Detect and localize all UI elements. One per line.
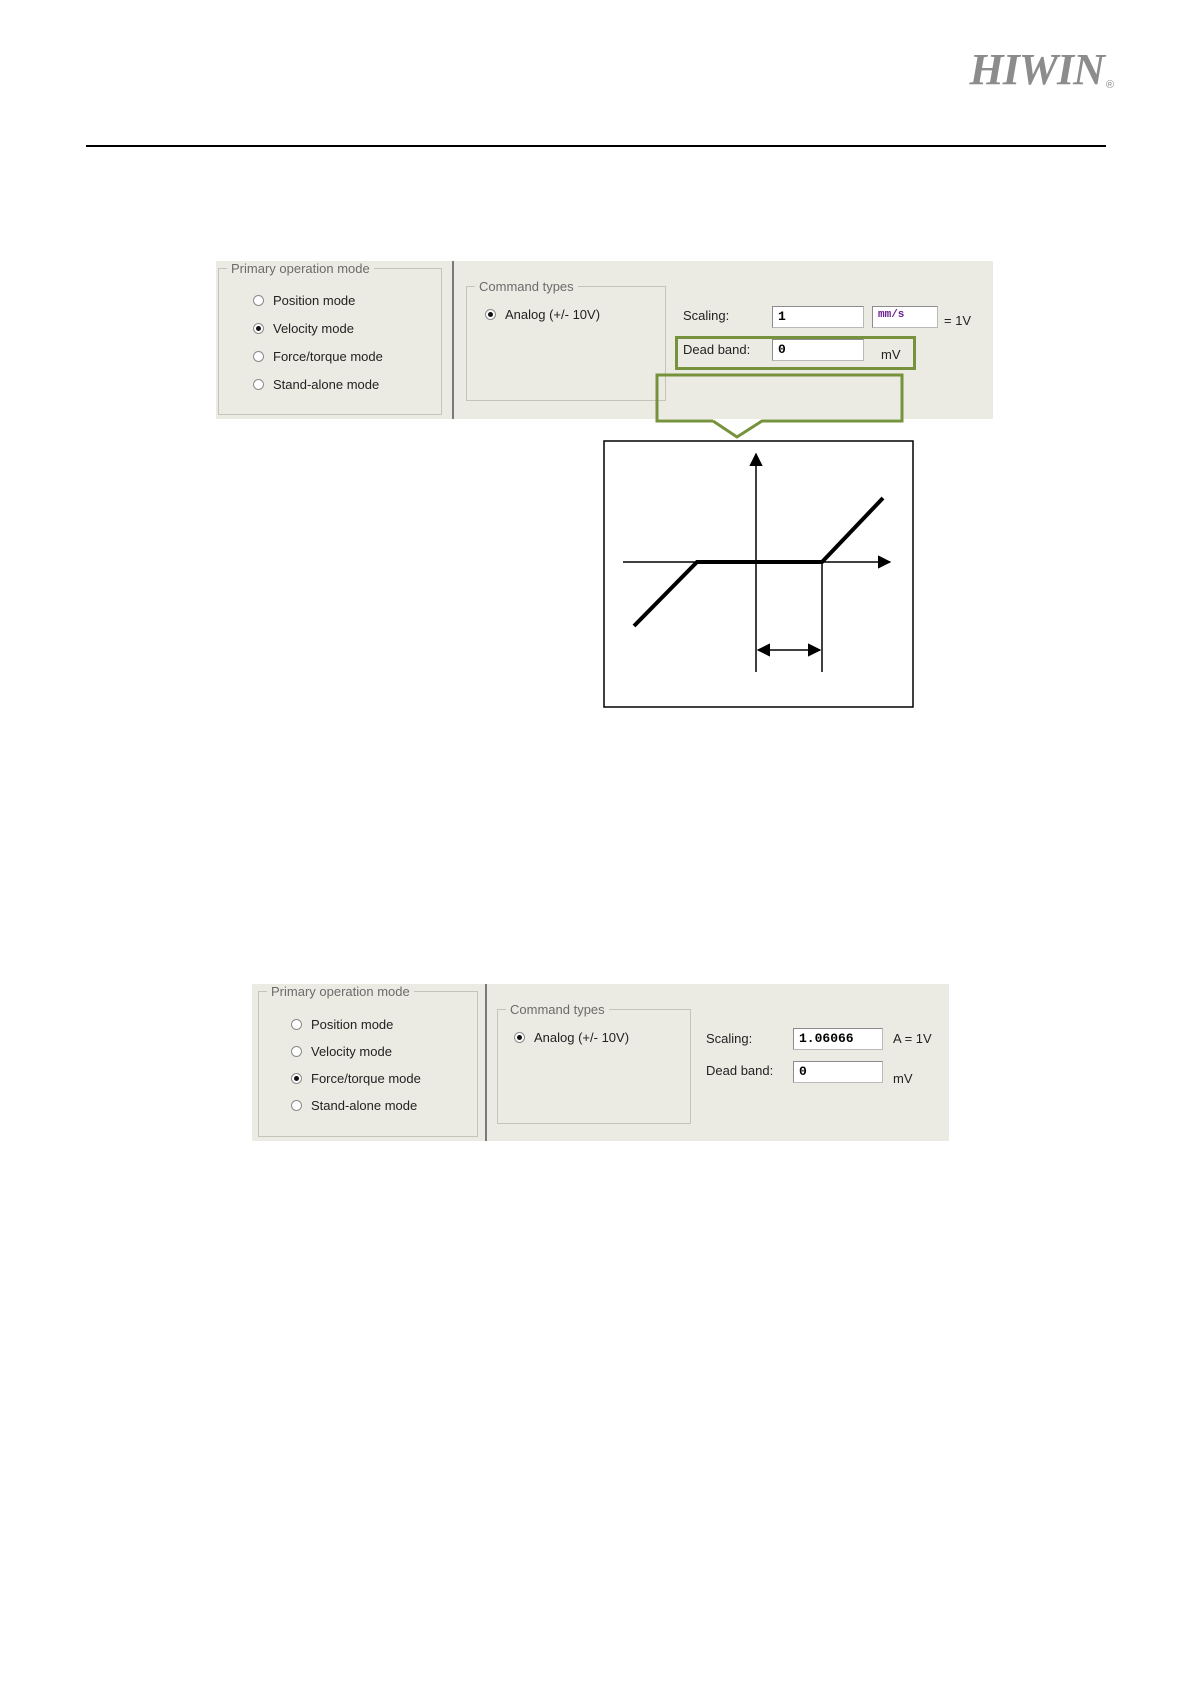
- operation-mode-panel-force-torque: [252, 984, 949, 1141]
- radio-button-selected-icon: [485, 309, 496, 320]
- command-types-group: [497, 1002, 691, 1124]
- radio-stand-alone-mode[interactable]: [253, 377, 379, 392]
- radio-label: Velocity mode: [311, 1044, 392, 1059]
- pane-divider: [485, 984, 487, 1141]
- radio-velocity-mode[interactable]: [291, 1044, 392, 1059]
- radio-button-icon: [291, 1100, 302, 1111]
- radio-button-icon: [291, 1046, 302, 1057]
- dead-band-unit: mV: [893, 1071, 913, 1086]
- radio-button-icon: [253, 379, 264, 390]
- primary-operation-mode-legend: Primary operation mode: [271, 984, 410, 999]
- scaling-label: Scaling:: [706, 1031, 753, 1046]
- scaling-input[interactable]: 1: [772, 306, 864, 328]
- dead-band-input[interactable]: 0: [793, 1061, 883, 1083]
- radio-label: Stand-alone mode: [311, 1098, 418, 1113]
- scaling-label: Scaling:: [683, 308, 730, 323]
- diagram-frame: [604, 441, 913, 707]
- scaling-input[interactable]: 1.06066: [793, 1028, 883, 1050]
- command-types-legend: Command types: [479, 279, 574, 294]
- radio-label: Force/torque mode: [311, 1071, 421, 1086]
- radio-force-torque-mode[interactable]: [253, 349, 383, 364]
- radio-label: Force/torque mode: [273, 349, 383, 364]
- dead-band-label: Dead band:: [706, 1063, 774, 1078]
- dead-band-input[interactable]: 0: [772, 339, 864, 361]
- command-types-group: [466, 279, 666, 401]
- radio-button-icon: [291, 1019, 302, 1030]
- radio-label: Position mode: [273, 293, 356, 308]
- logo-text: HIWIN: [969, 45, 1104, 94]
- radio-label: Stand-alone mode: [273, 377, 380, 392]
- scaling-suffix: = 1V: [944, 313, 972, 328]
- radio-stand-alone-mode[interactable]: [291, 1098, 417, 1113]
- scaling-unit-input[interactable]: mm/s: [872, 306, 938, 328]
- dead-band-highlight: [675, 336, 916, 370]
- primary-operation-mode-group: [258, 984, 478, 1137]
- primary-operation-mode-legend: Primary operation mode: [231, 261, 370, 276]
- radio-button-selected-icon: [291, 1073, 302, 1084]
- command-types-legend: Command types: [510, 1002, 605, 1017]
- radio-button-selected-icon: [514, 1032, 525, 1043]
- radio-label: Analog (+/- 10V): [505, 307, 601, 322]
- radio-position-mode[interactable]: [291, 1017, 393, 1032]
- dead-band-unit: mV: [881, 347, 901, 362]
- radio-analog-command[interactable]: [514, 1030, 629, 1045]
- dead-band-label: Dead band:: [683, 342, 751, 357]
- dead-band-diagram: [603, 440, 914, 708]
- radio-button-icon: [253, 295, 264, 306]
- radio-analog-command[interactable]: [485, 307, 600, 322]
- hiwin-logo: [970, 44, 1111, 95]
- radio-velocity-mode[interactable]: [253, 321, 354, 336]
- radio-force-torque-mode[interactable]: [291, 1071, 421, 1086]
- radio-label: Position mode: [311, 1017, 394, 1032]
- registered-mark: ®: [1105, 79, 1113, 91]
- radio-button-selected-icon: [253, 323, 264, 334]
- radio-button-icon: [253, 351, 264, 362]
- radio-position-mode[interactable]: [253, 293, 355, 308]
- scaling-suffix: A = 1V: [893, 1031, 932, 1046]
- header-rule: [86, 145, 1106, 147]
- radio-label: Analog (+/- 10V): [534, 1030, 630, 1045]
- radio-label: Velocity mode: [273, 321, 354, 336]
- pane-divider: [452, 261, 454, 419]
